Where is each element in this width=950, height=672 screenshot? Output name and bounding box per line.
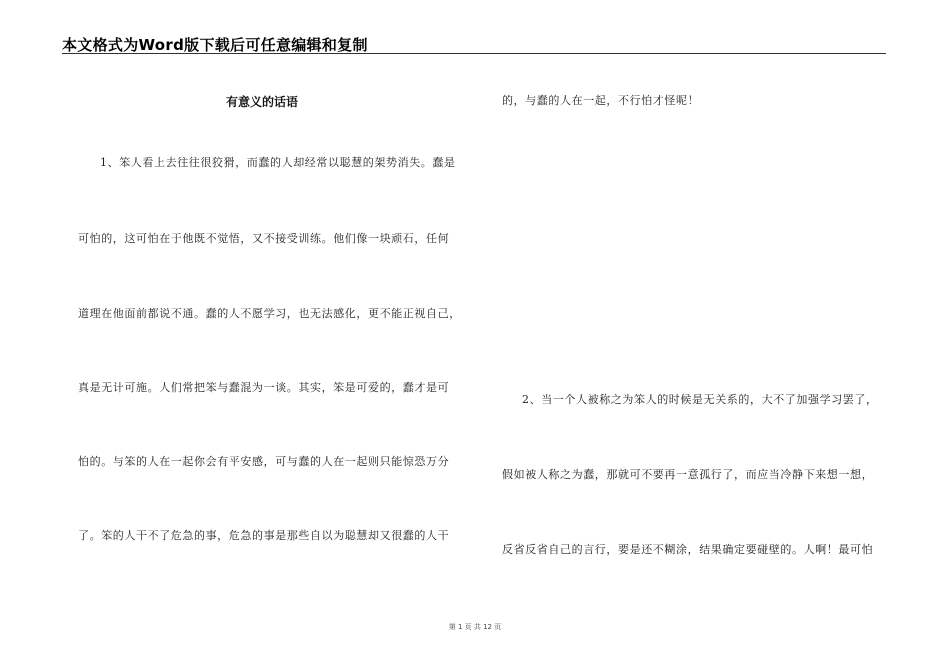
paragraph-line: 反省反省自己的言行，要是还不糊涂，结果确定要碰壁的。人啊！最可怕 xyxy=(502,543,874,556)
page-number: 第 1 页 共 12 页 xyxy=(448,623,502,631)
paragraph-line: 2、当一个人被称之为笨人的时候是无关系的，大不了加强学习罢了， xyxy=(522,393,878,406)
paragraph-line: 假如被人称之为蠢，那就可不要再一意孤行了，而应当冷静下来想一想， xyxy=(502,468,874,481)
paragraph-line: 了。笨的人干不了危急的事，危急的事是那些自以为聪慧却又很蠢的人干 xyxy=(78,529,450,542)
paragraph-line: 的，与蠢的人在一起，不行怕才怪呢！ xyxy=(502,94,700,107)
download-banner: 本文格式为Word版下载后可任意编辑和复制 xyxy=(62,36,368,54)
header-divider xyxy=(62,53,886,54)
paragraph-line: 道理在他面前都说不通。蠢的人不愿学习，也无法感化，更不能正视自己， xyxy=(78,307,461,320)
paragraph-line: 怕的。与笨的人在一起你会有平安感，可与蠢的人在一起则只能惊恐万分 xyxy=(78,455,450,468)
paragraph-line: 可怕的，这可怕在于他既不觉悟，又不接受训练。他们像一块顽石，任何 xyxy=(78,232,450,245)
document-title: 有意义的话语 xyxy=(225,95,298,109)
paragraph-line: 1、笨人看上去往往很狡猾，而蠢的人却经常以聪慧的架势消失。蠢是 xyxy=(100,156,456,169)
paragraph-line: 真是无计可施。人们常把笨与蠢混为一谈。其实，笨是可爱的，蠢才是可 xyxy=(78,381,450,394)
